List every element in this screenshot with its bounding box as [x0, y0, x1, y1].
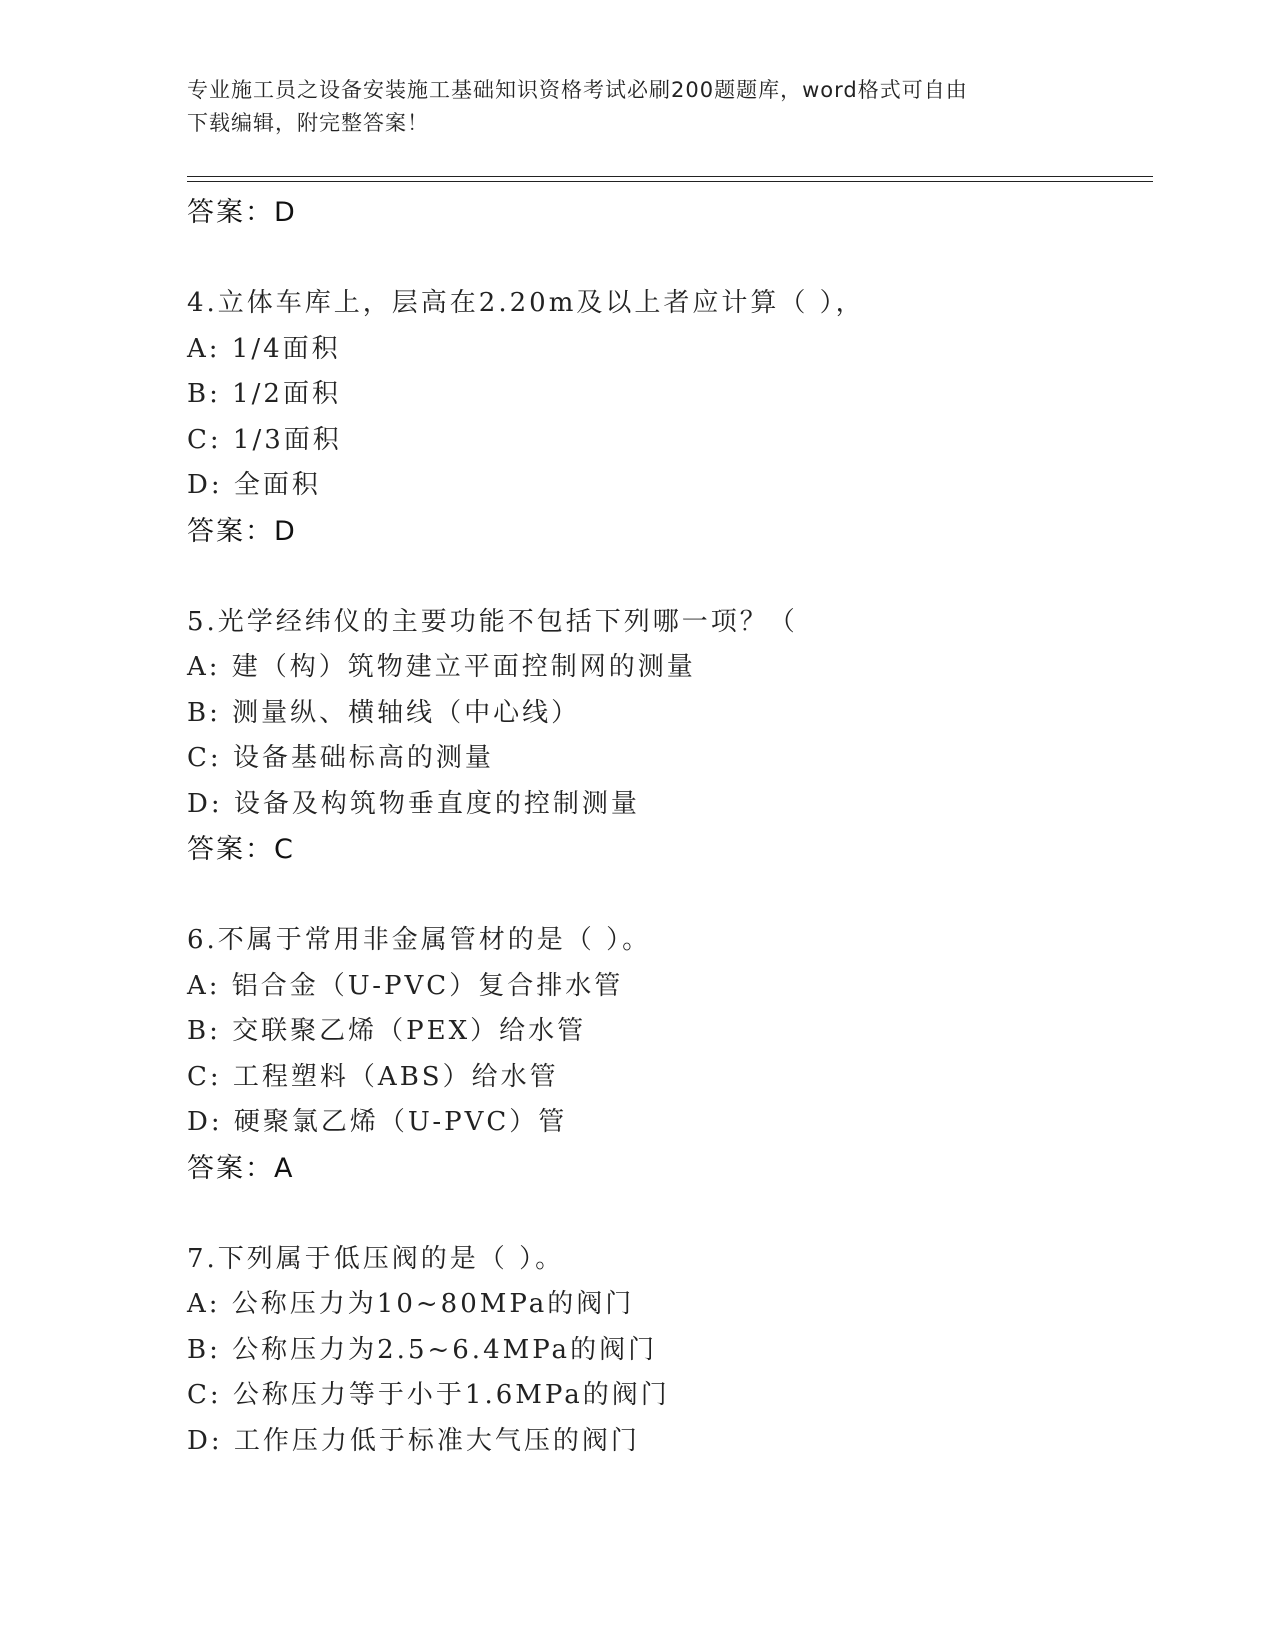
answer: 答案：C: [187, 834, 295, 865]
question-5: [187, 600, 1147, 873]
option-b: B: 测量纵、横轴线（中心线）: [187, 697, 581, 728]
option-a: A: 1/4面积: [187, 333, 341, 364]
option-a: A: 铝合金（U-PVC）复合排水管: [187, 970, 624, 1001]
question-stem: 7.下列属于低压阀的是（ ）。: [187, 1243, 565, 1274]
question-list: [187, 190, 1147, 1464]
option-b: B: 交联聚乙烯（PEX）给水管: [187, 1016, 587, 1046]
question-6: [187, 918, 1147, 1191]
option-d: D: 硬聚氯乙烯（U-PVC）管: [187, 1107, 568, 1137]
option-a: A: 公称压力为10~80MPa的阀门: [187, 1289, 635, 1319]
question-stem: 6.不属于常用非金属管材的是（ ）。: [187, 925, 652, 955]
option-c: C: 工程塑料（ABS）给水管: [187, 1061, 559, 1092]
question-stem: 5.光学经纬仪的主要功能不包括下列哪一项？（: [187, 606, 798, 637]
option-c: C: 公称压力等于小于1.6MPa的阀门: [187, 1380, 670, 1410]
option-a: A: 建（构）筑物建立平面控制网的测量: [187, 652, 696, 682]
option-c: C: 1/3面积: [187, 424, 342, 455]
previous-answer: 答案：D: [187, 197, 297, 228]
option-c: C: 设备基础标高的测量: [187, 743, 494, 773]
option-d: D: 全面积: [187, 470, 321, 500]
header-rule-top: [187, 176, 1153, 177]
question-4: [187, 281, 1147, 554]
document-header: [187, 74, 1067, 140]
option-b: B: 公称压力为2.5~6.4MPa的阀门: [187, 1334, 658, 1365]
option-d: D: 设备及构筑物垂直度的控制测量: [187, 788, 640, 819]
header-rule-bottom: [187, 181, 1153, 182]
option-d: D: 工作压力低于标准大气压的阀门: [187, 1425, 640, 1456]
question-7: [187, 1237, 1147, 1465]
answer: 答案：A: [187, 1152, 295, 1184]
question-stem: 4.立体车库上，层高在2.20m及以上者应计算（ ），: [187, 288, 865, 318]
header-line-2: 下载编辑，附完整答案！: [187, 111, 429, 135]
answer: 答案：D: [187, 515, 297, 547]
header-line-1: 专业施工员之设备安装施工基础知识资格考试必刷200题题库，word格式可自由: [187, 78, 968, 102]
option-b: B: 1/2面积: [187, 379, 341, 409]
